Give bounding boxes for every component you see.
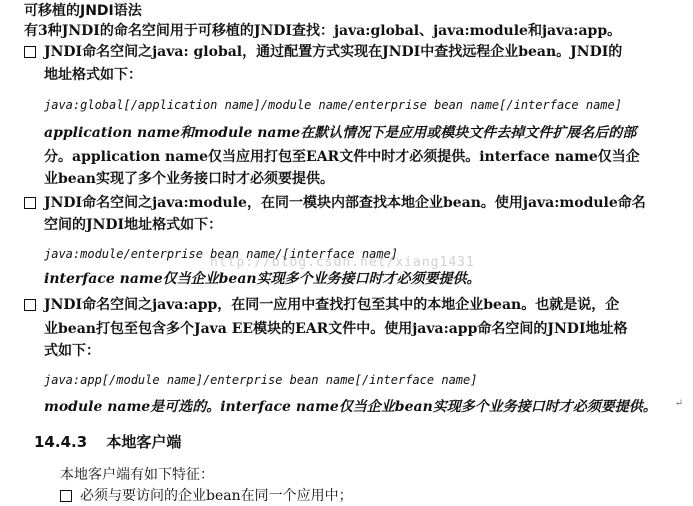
section-heading: 可移植的JNDI语法 [24, 3, 142, 19]
section-bullet1: 必须与要访问的企业bean在同一个应用中； [80, 488, 353, 504]
app-desc1: module name是可选的。interface name仅当企业bean实现多个业务接口时才必须要提供。 [44, 399, 657, 415]
app-line3: 式如下： [44, 343, 100, 359]
return-mark-icon: ↵ [674, 398, 683, 409]
bullet-box-icon [24, 46, 36, 58]
section-number: 14.4.3 [34, 433, 88, 451]
section-intro: 本地客户端有如下特征： [60, 467, 214, 483]
section-title [34, 433, 677, 451]
module-desc1: interface name仅当企业bean实现多个业务接口时才必须要提供。 [44, 271, 481, 287]
module-line2: 空间的JNDI地址格式如下： [44, 217, 223, 233]
bullet-box-icon [60, 490, 72, 502]
module-syntax: java:module/enterprise bean name/[interface name] [44, 247, 399, 261]
watermark: http://blog.csdn.net/xiang1431 [210, 255, 475, 270]
global-syntax: java:global[/application name]/module name/enterprise bean name[/interface name] [44, 98, 622, 112]
app-syntax: java:app[/module name]/enterprise bean name[/interface name] [44, 373, 478, 387]
global-desc1: application name和module name在默认情况下是应用或模块文件去掉文件扩展名后的部 [44, 125, 637, 141]
intro-text: 有3种JNDI的命名空间用于可移植的JNDI查找：java:global、java:module和java:app。 [24, 23, 622, 39]
global-desc2: 分。application name仅当应用打包至EAR文件中时才必须提供。interface name仅当企 [44, 149, 640, 165]
section-title-text: 本地客户端 [106, 433, 182, 451]
global-line1: JNDI命名空间之java: global，通过配置方式实现在JNDI中查找远程企业bean。JNDI的 [44, 44, 623, 60]
app-line1: JNDI命名空间之java:app，在同一应用中查找打包至其中的本地企业bean。也就是说，企 [44, 297, 620, 313]
bullet-box-icon [24, 299, 36, 311]
bullet-box-icon [24, 197, 36, 209]
app-line2: 业bean打包至包含多个Java EE模块的EAR文件中。使用java:app命名空间的JNDI地址格 [44, 321, 628, 337]
module-line1: JNDI命名空间之java:module，在同一模块内部查找本地企业bean。使用java:module命名 [44, 195, 646, 211]
global-line2: 地址格式如下： [44, 67, 142, 83]
global-desc3: 业bean实现了多个业务接口时才必须要提供。 [44, 171, 334, 187]
